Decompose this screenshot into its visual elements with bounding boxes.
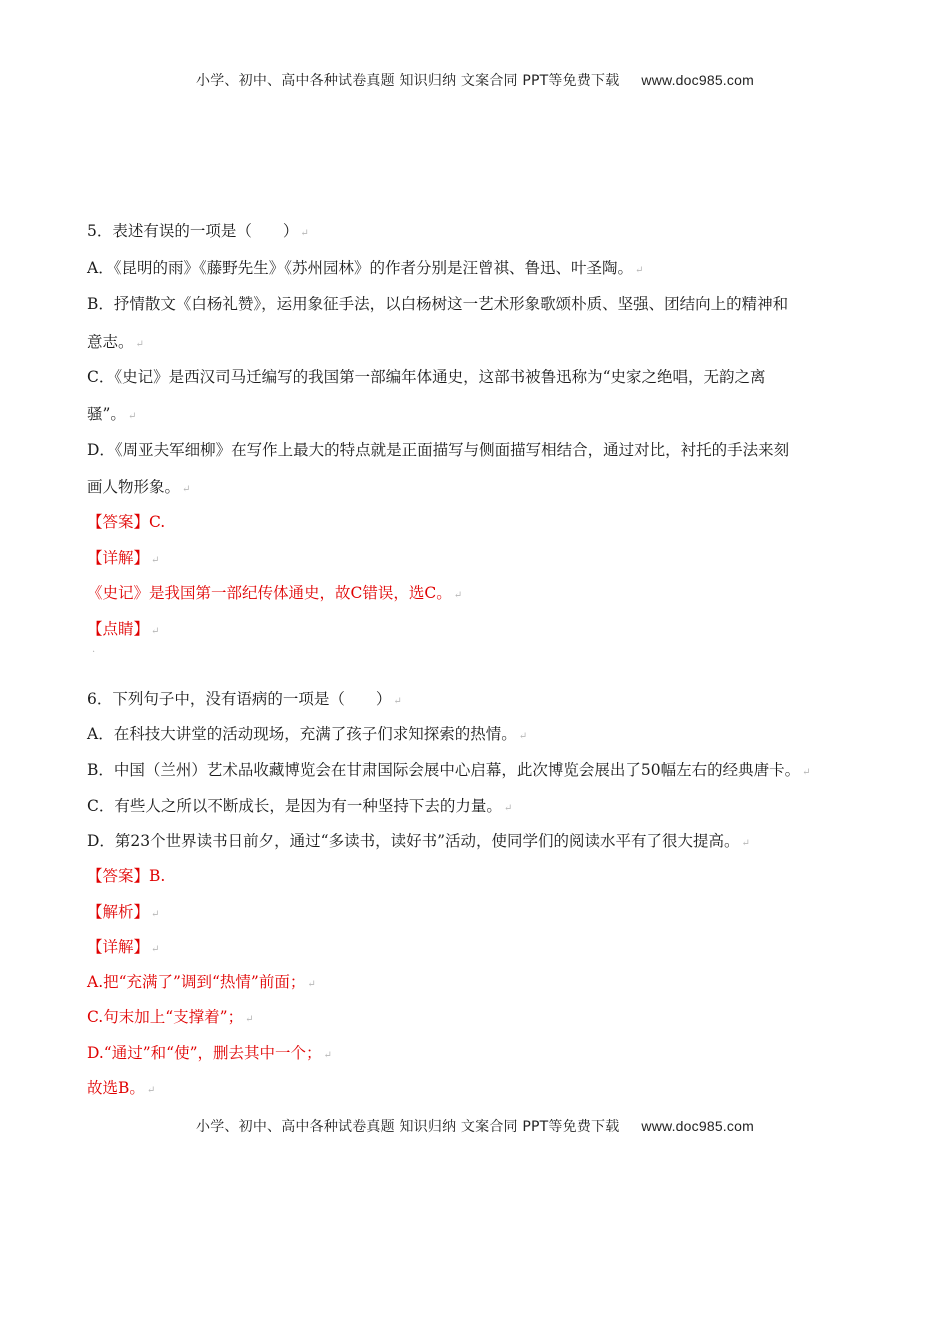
q6-stem: 6．下列句子中，没有语病的一项是（ ） ↵	[87, 690, 402, 708]
q6-fix-c: C.句末加上“支撑着”； ↵	[87, 1008, 254, 1026]
q6-detail-label: 【详解】 ↵	[87, 938, 160, 956]
q5-answer: 【答案】C.	[87, 513, 166, 531]
q6-fix-d: D.“通过”和“使”，删去其中一个； ↵	[87, 1044, 332, 1062]
q6-option-a: A．在科技大讲堂的活动现场，充满了孩子们求知探索的热情。 ↵	[87, 725, 528, 743]
q6-fix-a: A.把“充满了”调到“热情”前面； ↵	[87, 973, 316, 991]
banner-url-footer: www.doc985.com	[641, 1118, 754, 1134]
q5-detail-label: 【详解】 ↵	[87, 549, 160, 567]
q5-option-d-cont: 画人物形象。 ↵	[87, 478, 191, 496]
q5-option-c: C．《史记》是西汉司马迁编写的我国第一部编年体通史，这部书被鲁迅称为“史家之绝唱，无韵之离	[87, 368, 766, 386]
banner-text-footer: 小学、初中、高中各种试卷真题 知识归纳 文案合同 PPT等免费下载	[196, 1119, 620, 1135]
q6-answer: 【答案】B.	[87, 867, 166, 885]
q6-conclusion: 故选B。 ↵	[87, 1079, 156, 1097]
q5-stem: 5．表述有误的一项是（ ） ↵	[87, 222, 309, 240]
q5-option-c-cont: 骚”。 ↵	[87, 405, 137, 423]
q5-option-b: B．抒情散文《白杨礼赞》，运用象征手法，以白杨树这一艺术形象歌颂朴质、坚强、团结向上的精神和	[87, 295, 789, 313]
footer-banner	[0, 1116, 950, 1136]
q6-option-c: C．有些人之所以不断成长，是因为有一种坚持下去的力量。 ↵	[87, 797, 513, 815]
q6-option-b: B．中国（兰州）艺术品收藏博览会在甘肃国际会展中心启幕，此次博览会展出了50幅左右的经典唐卡。 ↵	[87, 761, 811, 779]
q5-option-a: A．《昆明的雨》《藤野先生》《苏州园林》的作者分别是汪曾祺、鲁迅、叶圣陶。 ↵	[87, 259, 644, 277]
q5-option-b-cont: 意志。 ↵	[87, 333, 144, 351]
q6-option-d: D．第23个世界读书日前夕，通过“多读书，读好书”活动，使同学们的阅读水平有了很大提高。 ↵	[87, 832, 750, 850]
banner-url: www.doc985.com	[641, 72, 754, 88]
q5-note-label: 【点睛】 ↵	[87, 620, 160, 638]
q5-detail: 《史记》是我国第一部纪传体通史，故C错误，选C。 ↵	[87, 584, 463, 602]
banner-text: 小学、初中、高中各种试卷真题 知识归纳 文案合同 PPT等免费下载	[196, 73, 620, 89]
blank-paragraph: ·	[92, 647, 96, 658]
header-banner	[0, 70, 950, 90]
q5-option-d: D．《周亚夫军细柳》在写作上最大的特点就是正面描写与侧面描写相结合，通过对比，衬托的手法来刻	[87, 441, 790, 459]
q6-analysis-label: 【解析】 ↵	[87, 903, 160, 921]
